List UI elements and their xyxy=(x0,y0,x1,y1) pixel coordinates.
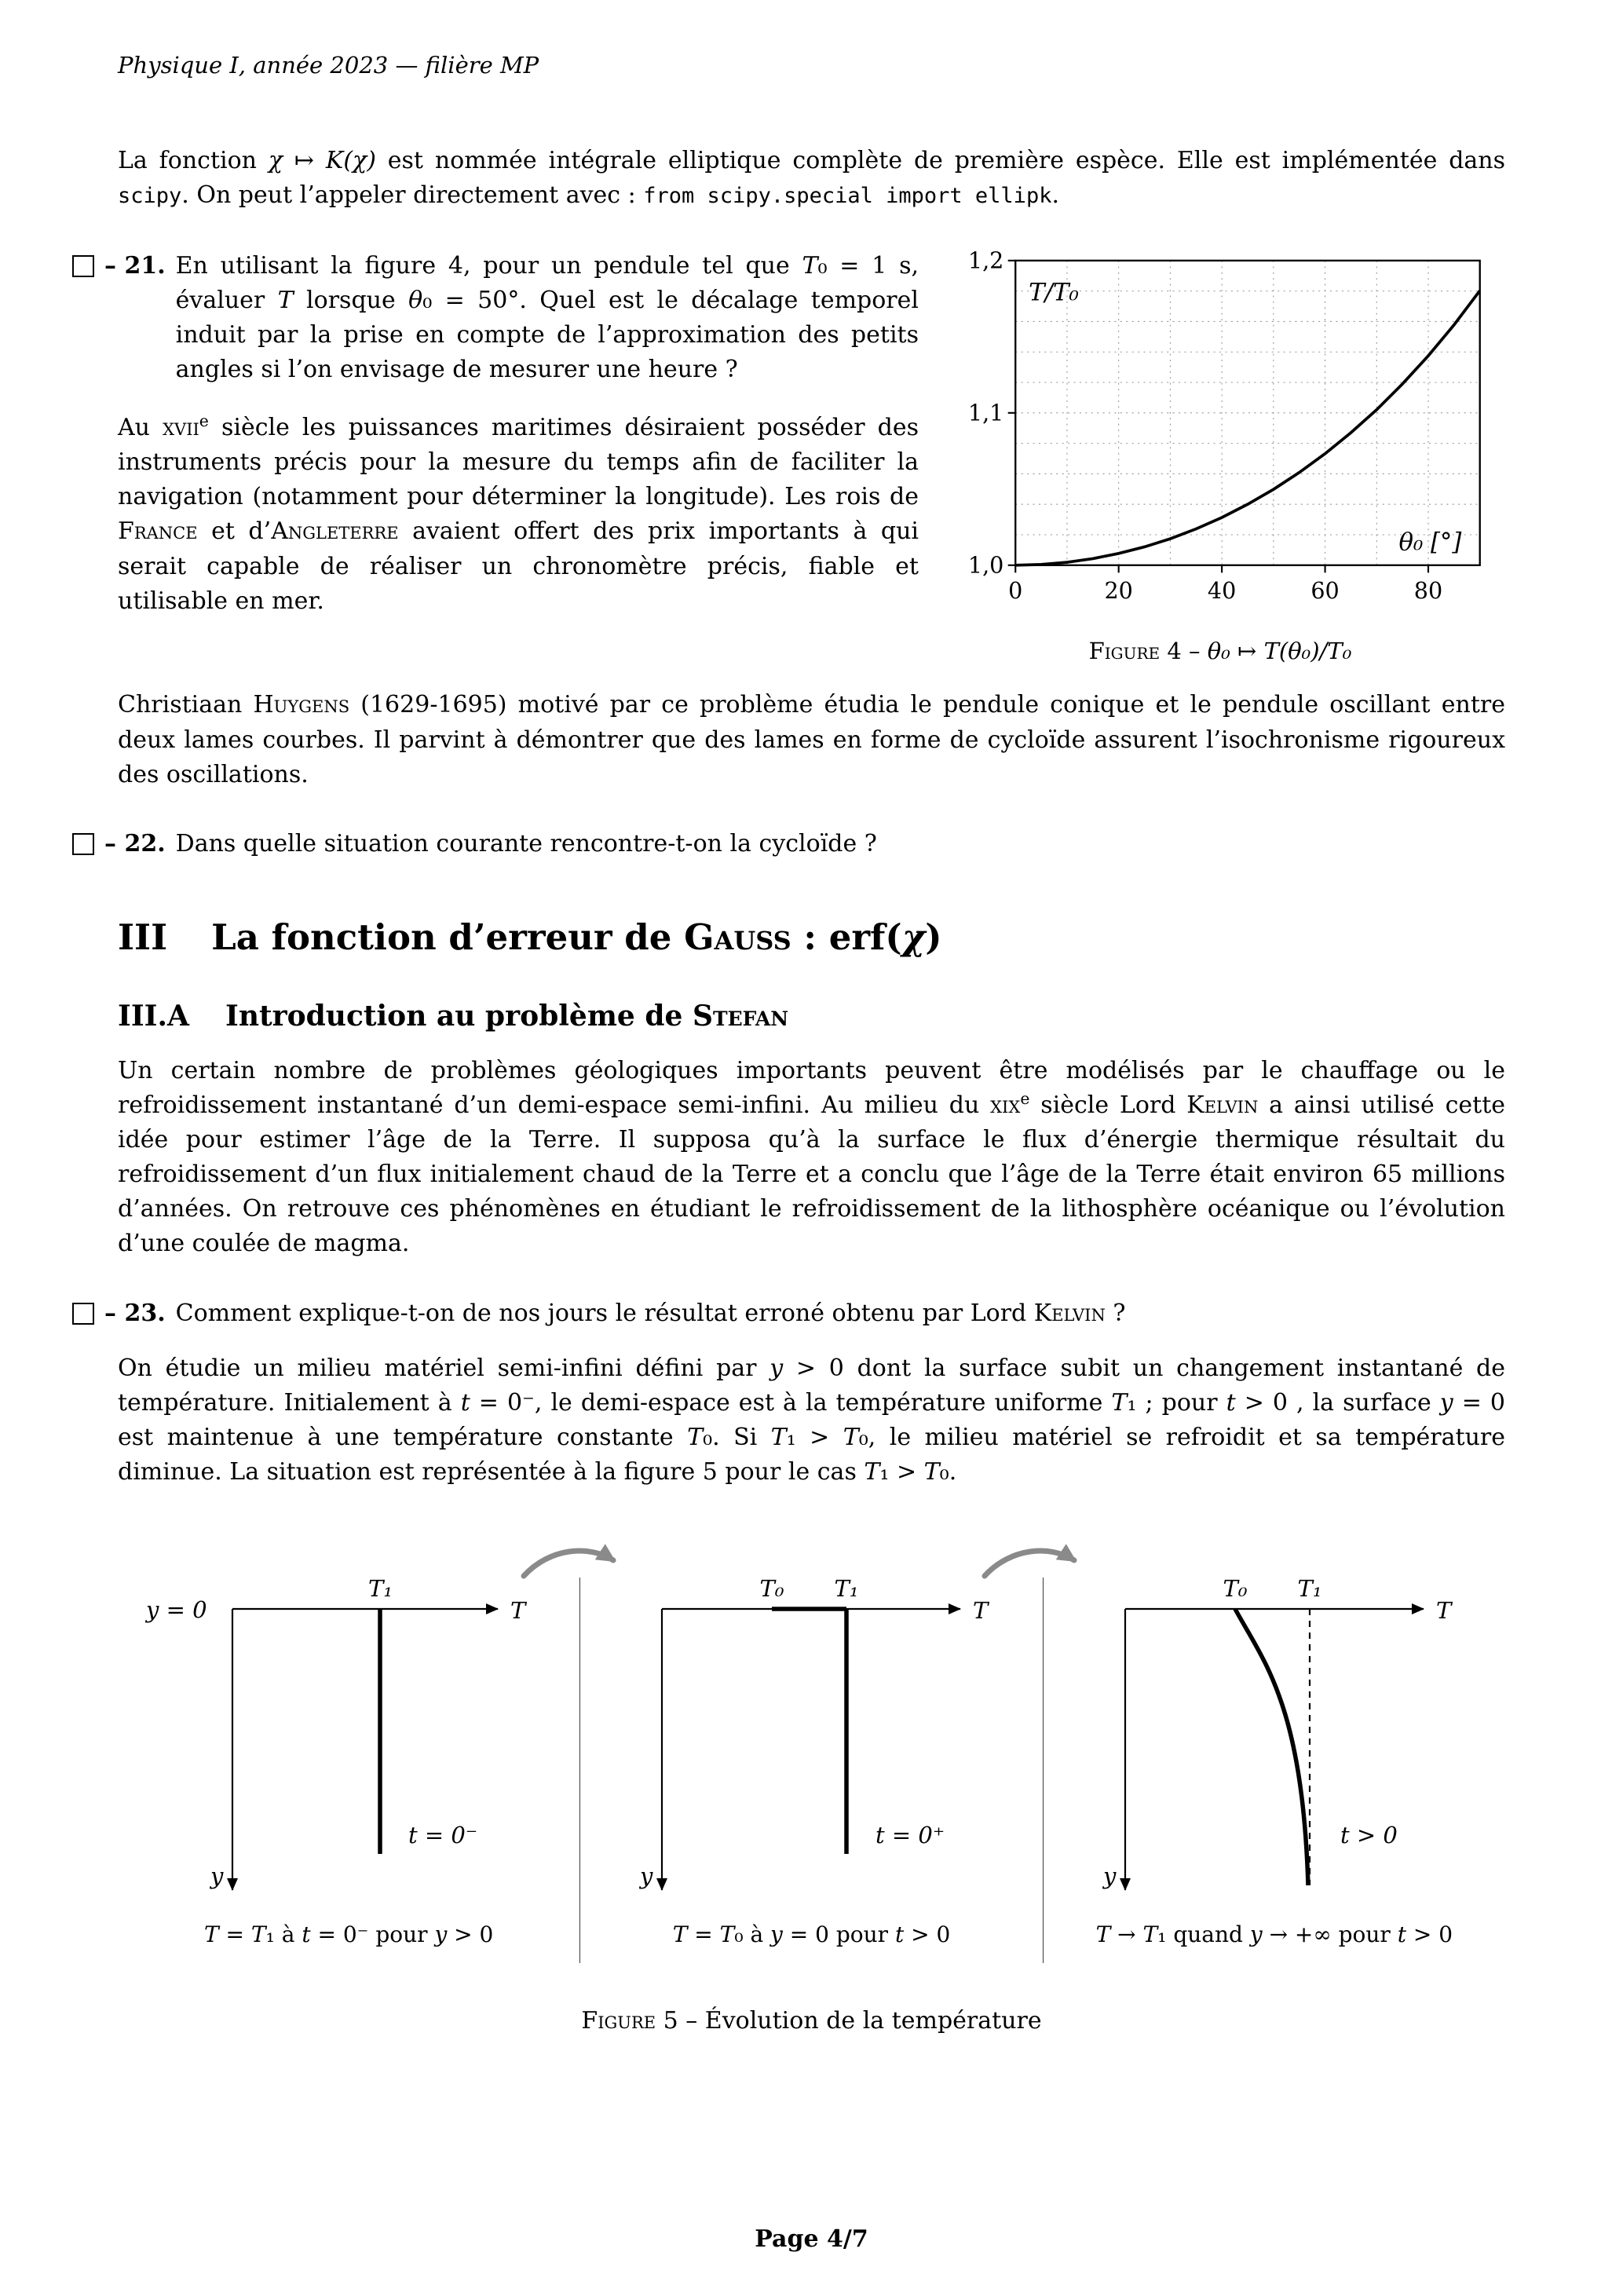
figure5-panel-2 xyxy=(580,1578,1043,1963)
question-23-number: – 23. xyxy=(104,1299,166,1327)
section-3a-number: III.A xyxy=(118,999,189,1033)
transition-arrow-icon xyxy=(514,1537,632,1585)
figure5-panel3-caption: T → T₁ quand y → +∞ pour t > 0 xyxy=(1095,1921,1453,1948)
left-column xyxy=(104,249,919,619)
question-21 xyxy=(72,249,919,387)
transition-arrow-icon xyxy=(975,1537,1093,1585)
section-3-number: III xyxy=(118,916,168,958)
question-23-text: Comment explique-t-on de nos jours le résultat erroné obtenu par Lord Kelvin ? xyxy=(175,1299,1126,1327)
question-21-text: En utilisant la figure 4, pour un pendule tel que T₀ = 1 s, évaluer T lorsque θ₀ = 50°. Quel est le décalage temporel induit par la prise en compte de l’approximation des petits angles si l’on envisage de mesurer une heure ? xyxy=(175,251,919,384)
figure5-panel1-caption: T = T₁ à t = 0⁻ pour y > 0 xyxy=(203,1921,494,1948)
t-axis-label: T xyxy=(510,1597,526,1625)
temperature-profile-curve xyxy=(1235,1609,1308,1885)
question-22 xyxy=(72,827,1505,861)
surface-label: y = 0 xyxy=(146,1596,207,1624)
t-axis-label: T xyxy=(1435,1597,1452,1625)
figure5-panel-3 xyxy=(1044,1578,1505,1963)
question-checkbox-icon xyxy=(72,255,94,277)
svg-text:θ₀ [°]: θ₀ [°] xyxy=(1398,528,1462,557)
T0-label: T₀ xyxy=(1223,1578,1248,1603)
question-22-text: Dans quelle situation courante rencontre-t-on la cycloïde ? xyxy=(175,829,877,857)
svg-text:0: 0 xyxy=(1008,577,1023,605)
figure-5 xyxy=(118,1535,1505,2038)
question-checkbox-icon xyxy=(72,833,94,855)
figure5-panels xyxy=(118,1578,1505,1963)
figure-4 xyxy=(945,249,1505,668)
t-axis-label: T xyxy=(973,1597,989,1625)
question21-figure-row xyxy=(104,248,1505,668)
question-23 xyxy=(72,1296,1505,1331)
question-checkbox-icon xyxy=(72,1303,94,1325)
section-3a-title: Introduction au problème de Stefan xyxy=(225,999,789,1033)
setup-paragraph: On étudie un milieu matériel semi-infini défini par y > 0 dont la surface subit un changement instantané de température. Initialement à t = 0⁻, le demi-espace est à la température uniforme T₁ ; pour t > 0 , la surface y = 0 est maintenue à une température constante T₀. Si T₁ > T₀, le milieu matériel se refroidit et sa température diminue. La situation est représentée à la figure 5 pour le cas T₁ > T₀. xyxy=(118,1354,1506,1486)
figure5-caption: Figure 5 – Évolution de la température xyxy=(581,2007,1042,2035)
figure5-panel1-diagram xyxy=(144,1578,553,1915)
svg-text:T/T₀: T/T₀ xyxy=(1029,278,1079,307)
figure5-panel3-diagram xyxy=(1070,1578,1479,1915)
svg-text:1,2: 1,2 xyxy=(967,248,1004,274)
svg-text:60: 60 xyxy=(1310,577,1340,605)
section-3a-heading xyxy=(118,1000,1505,1033)
question-22-number: – 22. xyxy=(104,829,166,857)
figure4-caption: Figure 4 – θ₀ ↦ T(θ₀)/T₀ xyxy=(1088,637,1352,664)
svg-text:1,0: 1,0 xyxy=(967,551,1004,579)
svg-text:1,1: 1,1 xyxy=(967,399,1004,426)
right-column xyxy=(945,249,1505,668)
huygens-paragraph: Christiaan Huygens (1629-1695) motivé par ce problème étudia le pendule conique et le pendule oscillant entre deux lames courbes. Il parvint à démontrer que des lames en forme de cycloïde assurent l’isochronisme rigoureux des oscillations. xyxy=(118,691,1505,788)
y-axis-label: y xyxy=(1102,1863,1117,1890)
page-header: Physique I, année 2023 — filière MP xyxy=(118,52,539,79)
figure5-panel2-diagram xyxy=(607,1578,1015,1915)
time-label: t > 0 xyxy=(1340,1822,1398,1849)
section-3-title: La fonction d’erreur de Gauss : erf(χ) xyxy=(211,916,942,958)
time-label: t = 0⁻ xyxy=(408,1822,478,1849)
svg-text:40: 40 xyxy=(1207,577,1237,605)
question-21-number: – 21. xyxy=(104,251,166,280)
y-axis-label: y xyxy=(210,1863,224,1890)
T0-label: T₀ xyxy=(760,1578,784,1603)
svg-text:80: 80 xyxy=(1413,577,1443,605)
figure5-panel2-caption: T = T₀ à y = 0 pour t > 0 xyxy=(672,1921,951,1948)
T1-label: T₁ xyxy=(1297,1578,1322,1603)
section-3-heading xyxy=(118,916,1505,959)
T1-label: T₁ xyxy=(835,1578,859,1603)
history-paragraph: Au xvii$^e$ siècle les puissances maritimes désiraient posséder des instruments précis pour la mesure du temps afin de faciliter la navigation (notamment pour déterminer la longitude). Les rois de France et d’Angleterre avaient offert des prix importants à qui serait capable de réaliser un chronomètre précis, fiable et utilisable en mer. xyxy=(118,411,919,615)
intro-paragraph: La fonction χ ↦ K(χ) est nommée intégrale elliptique complète de première espèce. Elle est implémentée dans scipy. On peut l’appeler directement avec : from scipy.special import ellipk. xyxy=(118,146,1506,209)
stefan-intro-paragraph: Un certain nombre de problèmes géologiques importants peuvent être modélisés par le chauffage ou le refroidissement instantané d’un demi-espace semi-infini. Au milieu du xix$^e$ siècle Lord Kelvin a ainsi utilisé cette idée pour estimer l’âge de la Terre. Il supposa qu’à la surface le flux d’énergie thermique résultait du refroidissement d’un flux initialement chaud de la Terre et a conclu que l’âge de la Terre était environ 65 millions d’années. On retrouve ces phénomènes en étudiant le refroidissement de la lithosphère océanique ou l’évolution d’une coulée de magma. xyxy=(118,1057,1505,1258)
T1-label: T₁ xyxy=(368,1578,393,1603)
page-number: Page 4/7 xyxy=(755,2225,868,2253)
y-axis-label: y xyxy=(640,1863,653,1890)
time-label: t = 0⁺ xyxy=(875,1822,945,1849)
figure4-plot xyxy=(945,249,1495,623)
svg-text:20: 20 xyxy=(1104,577,1133,605)
figure5-panel-1 xyxy=(118,1578,580,1963)
